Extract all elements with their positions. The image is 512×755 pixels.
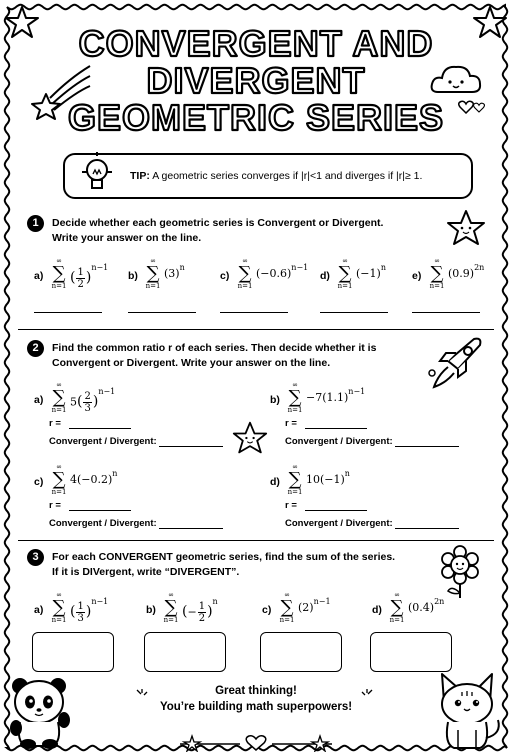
star-icon (472, 4, 508, 40)
section-divider (18, 540, 494, 541)
item-letter: c) (262, 604, 272, 616)
section-3-instructions (52, 550, 395, 580)
series-expression: $10(-1)^n$ (306, 469, 350, 486)
answer-line[interactable] (320, 312, 388, 313)
series-expression: $(0.4)^{2n}$ (408, 597, 445, 614)
convergent-divergent-label: Convergent / Divergent: (49, 436, 157, 447)
section-1-instructions (52, 216, 383, 246)
rocket-icon (424, 335, 484, 393)
convergent-divergent-label: Convergent / Divergent: (285, 518, 393, 529)
heart-icon (473, 102, 485, 113)
title-line-2: DIVERGENT (146, 60, 366, 101)
section-2-instructions (52, 341, 376, 371)
section-1-number: 1 (27, 215, 44, 232)
star-face-icon (446, 208, 486, 248)
convergent-divergent-answer-line[interactable] (395, 528, 459, 529)
sigma-symbol: ∞ ∑ n=1 (237, 257, 253, 290)
item-letter: b) (270, 394, 280, 406)
convergent-divergent-label: Convergent / Divergent: (285, 436, 393, 447)
section-3-number: 3 (27, 549, 44, 566)
answer-line[interactable] (412, 312, 480, 313)
section-1-instruction-line-2: Write your answer on the line. (52, 232, 202, 244)
sum-answer-box[interactable] (144, 632, 226, 672)
sigma-symbol: ∞ ∑ n=1 (51, 463, 67, 496)
section-2-instruction-line-1: Find the common ratio r of each series. Then decide whether it is (52, 342, 377, 354)
closing-message (130, 683, 382, 715)
common-ratio-label: r = (49, 500, 61, 511)
common-ratio-answer-line[interactable] (305, 428, 367, 429)
section-3-instruction-line-1: For each CONVERGENT geometric series, find the sum of the series. (52, 551, 396, 563)
section-divider (18, 329, 494, 330)
convergent-divergent-answer-line[interactable] (159, 446, 223, 447)
answer-line[interactable] (220, 312, 288, 313)
sparkle-icon (360, 688, 374, 702)
convergent-divergent-answer-line[interactable] (395, 446, 459, 447)
lightbulb-icon (78, 150, 116, 200)
common-ratio-answer-line[interactable] (69, 510, 131, 511)
common-ratio-answer-line[interactable] (69, 428, 131, 429)
common-ratio-label: r = (285, 500, 297, 511)
tip-text (130, 170, 422, 182)
series-expression: $-7(1.1)^{n-1}$ (306, 387, 366, 404)
series-expression: ( $\frac{1}{2}$ )$^{n-1}$ (70, 263, 109, 290)
sigma-symbol: ∞ ∑ n=1 (389, 591, 405, 624)
item-letter: d) (270, 476, 280, 488)
sum-answer-box[interactable] (32, 632, 114, 672)
heart-icon (458, 100, 474, 114)
tip-label: TIP: (130, 170, 150, 182)
star-face-icon (232, 420, 268, 456)
convergent-divergent-answer-line[interactable] (159, 528, 223, 529)
item-letter: a) (34, 270, 44, 282)
series-expression: $(-1)^n$ (356, 263, 386, 280)
bottom-ornament (180, 732, 332, 752)
flower-icon (438, 545, 482, 599)
series-expression: 5( $\frac{2}{3}$ )$^{n-1}$ (70, 387, 116, 414)
answer-line[interactable] (34, 312, 102, 313)
convergent-divergent-label: Convergent / Divergent: (49, 518, 157, 529)
shooting-star-icon (30, 58, 92, 120)
cat-icon (432, 668, 504, 750)
item-letter: b) (128, 270, 138, 282)
item-letter: a) (34, 604, 44, 616)
item-letter: c) (34, 476, 44, 488)
sigma-symbol: ∞ ∑ n=1 (279, 591, 295, 624)
common-ratio-label: r = (49, 418, 61, 429)
closing-line-1: Great thinking! (215, 685, 297, 697)
series-expression: $(2)^{n-1}$ (298, 597, 331, 614)
series-expression: $(3)^n$ (164, 263, 185, 280)
sigma-symbol: ∞ ∑ n=1 (287, 463, 303, 496)
tip-body: A geometric series converges if |r|<1 and diverges if |r|≥ 1. (152, 170, 423, 182)
star-icon (4, 4, 40, 40)
title-line-1: CONVERGENT AND (78, 23, 434, 64)
series-expression: $(-0.6)^{n-1}$ (256, 263, 309, 280)
section-2-instruction-line-2: Convergent or Divergent. Write your answer on the line. (52, 357, 331, 369)
title-line-3: GEOMETRIC SERIES (67, 97, 445, 138)
series-expression: ( $\frac{1}{3}$ )$^{n-1}$ (70, 597, 109, 624)
sigma-symbol: ∞ ∑ n=1 (145, 257, 161, 290)
sigma-symbol: ∞ ∑ n=1 (51, 591, 67, 624)
series-expression: (− $\frac{1}{2}$ )$^n$ (182, 597, 218, 624)
section-3-instruction-line-2: If it is DIVergent, write “DIVERGENT”. (52, 566, 240, 578)
panda-icon (6, 672, 76, 750)
item-letter: b) (146, 604, 156, 616)
section-2-number: 2 (27, 340, 44, 357)
common-ratio-label: r = (285, 418, 297, 429)
sum-answer-box[interactable] (260, 632, 342, 672)
series-expression: $(0.9)^{2n}$ (448, 263, 485, 280)
sigma-symbol: ∞ ∑ n=1 (337, 257, 353, 290)
answer-line[interactable] (128, 312, 196, 313)
item-letter: d) (320, 270, 330, 282)
series-expression: $4(-0.2)^n$ (70, 469, 118, 486)
page-title (60, 22, 452, 140)
sigma-symbol: ∞ ∑ n=1 (429, 257, 445, 290)
sigma-symbol: ∞ ∑ n=1 (51, 257, 67, 290)
item-letter: c) (220, 270, 230, 282)
item-letter: e) (412, 270, 422, 282)
sigma-symbol: ∞ ∑ n=1 (287, 381, 303, 414)
item-letter: a) (34, 394, 44, 406)
cloud-icon (428, 58, 484, 100)
sum-answer-box[interactable] (370, 632, 452, 672)
section-1-instruction-line-1: Decide whether each geometric series is Convergent or Divergent. (52, 217, 384, 229)
sigma-symbol: ∞ ∑ n=1 (163, 591, 179, 624)
sigma-symbol: ∞ ∑ n=1 (51, 381, 67, 414)
item-letter: d) (372, 604, 382, 616)
sparkle-icon (135, 688, 149, 702)
common-ratio-answer-line[interactable] (305, 510, 367, 511)
closing-line-2: You’re building math superpowers! (159, 701, 353, 713)
